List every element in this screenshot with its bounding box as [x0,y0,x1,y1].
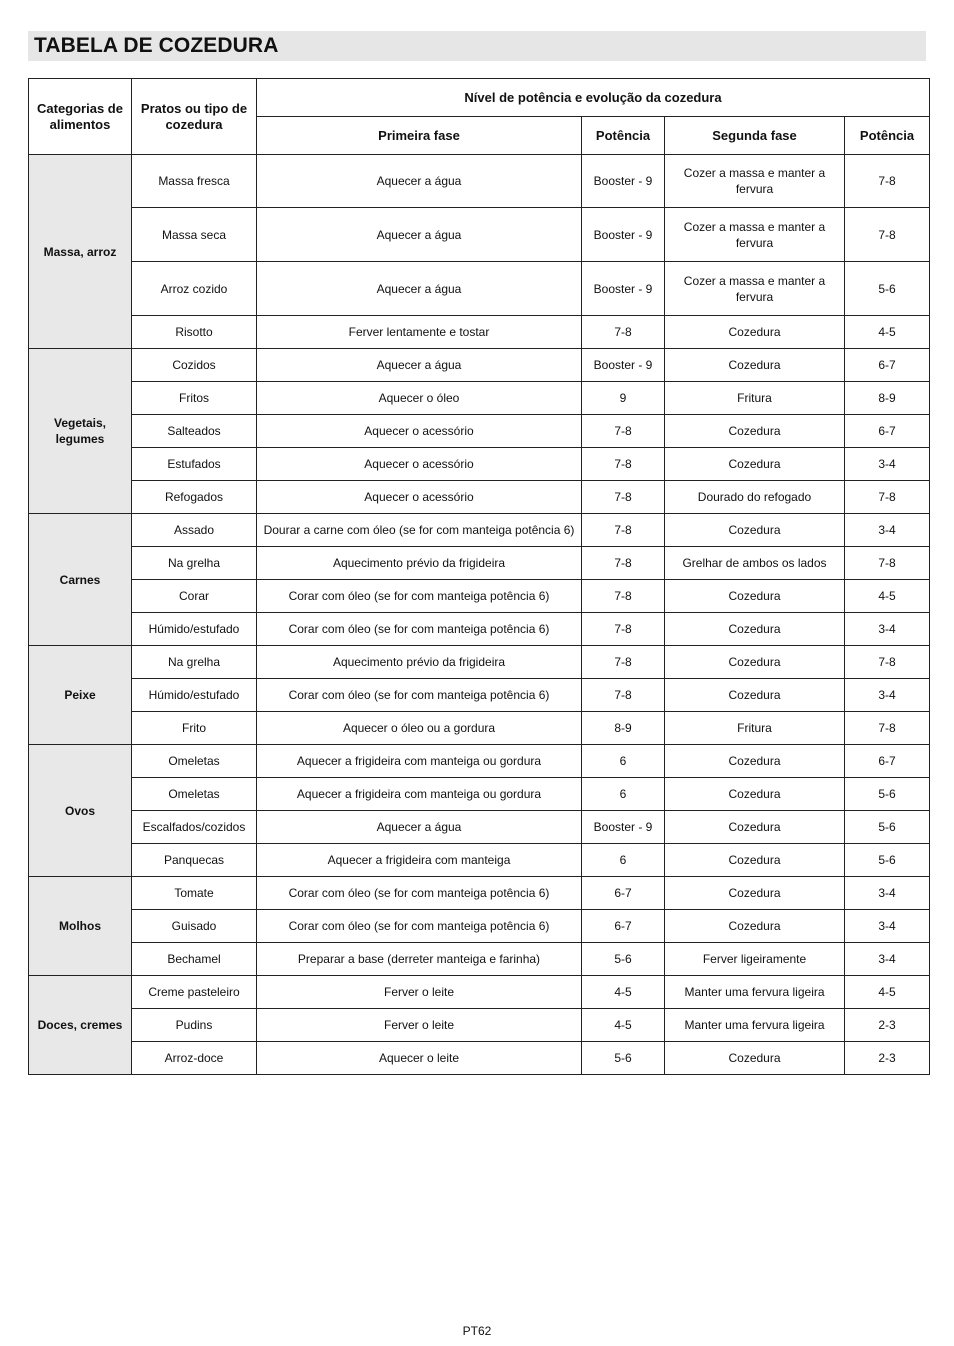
cell-power1: 7-8 [582,415,665,448]
table-row [29,415,930,448]
table-body [29,155,930,1075]
table-row [29,745,930,778]
cell-dish: Guisado [132,910,257,943]
cell-power1: 7-8 [582,481,665,514]
cell-phase2: Cozedura [665,580,845,613]
cell-phase2: Cozedura [665,415,845,448]
table-row [29,580,930,613]
table-row [29,1009,930,1042]
cell-power2: 6-7 [845,745,930,778]
cell-phase2: Cozedura [665,778,845,811]
cell-phase1: Aquecer a água [257,349,582,382]
table-row [29,316,930,349]
cell-power1: 7-8 [582,316,665,349]
cell-phase2: Cozedura [665,514,845,547]
cell-dish: Fritos [132,382,257,415]
table-row [29,712,930,745]
cell-power1: Booster - 9 [582,262,665,316]
cell-dish: Tomate [132,877,257,910]
header-category: Categorias de alimentos [29,79,132,155]
cell-power1: 7-8 [582,679,665,712]
cell-phase1: Aquecer o acessório [257,415,582,448]
table-row [29,208,930,262]
cell-power1: 5-6 [582,1042,665,1075]
cell-phase1: Aquecimento prévio da frigideira [257,646,582,679]
cell-power2: 6-7 [845,415,930,448]
cell-phase1: Aquecer a frigideira com manteiga ou gordura [257,778,582,811]
cell-power2: 7-8 [845,481,930,514]
cell-dish: Omeletas [132,778,257,811]
cell-phase2: Manter uma fervura ligeira [665,976,845,1009]
cell-phase2: Cozedura [665,745,845,778]
cell-phase2: Fritura [665,712,845,745]
cell-phase2: Dourado do refogado [665,481,845,514]
cell-phase1: Aquecer o acessório [257,481,582,514]
cell-power2: 3-4 [845,514,930,547]
cell-dish: Húmido/estufado [132,679,257,712]
cell-dish: Assado [132,514,257,547]
cell-power1: 7-8 [582,547,665,580]
cell-phase1: Aquecer a água [257,262,582,316]
cell-power2: 3-4 [845,613,930,646]
cell-power1: 7-8 [582,580,665,613]
cell-power2: 8-9 [845,382,930,415]
table-row [29,155,930,208]
cell-phase1: Ferver o leite [257,1009,582,1042]
cell-dish: Omeletas [132,745,257,778]
cell-phase2: Cozer a massa e manter a fervura [665,262,845,316]
table-row [29,943,930,976]
cell-power2: 4-5 [845,976,930,1009]
cell-phase1: Dourar a carne com óleo (se for com manteiga potência 6) [257,514,582,547]
cell-phase2: Cozedura [665,646,845,679]
cell-power2: 7-8 [845,208,930,262]
cell-power2: 5-6 [845,778,930,811]
cell-phase2: Cozer a massa e manter a fervura [665,155,845,208]
cell-power2: 4-5 [845,316,930,349]
cell-phase1: Aquecer o óleo ou a gordura [257,712,582,745]
cell-power1: 9 [582,382,665,415]
cell-power1: 7-8 [582,514,665,547]
cell-dish: Salteados [132,415,257,448]
cell-power2: 3-4 [845,448,930,481]
cell-phase1: Aquecer a água [257,155,582,208]
category-cell: Carnes [29,514,132,646]
cell-power2: 7-8 [845,712,930,745]
header-phase1: Primeira fase [257,117,582,155]
table-row [29,349,930,382]
cell-power2: 2-3 [845,1009,930,1042]
cell-phase1: Ferver o leite [257,976,582,1009]
table-row [29,910,930,943]
cell-phase2: Cozedura [665,910,845,943]
cell-phase1: Aquecer a água [257,208,582,262]
cell-phase2: Cozedura [665,1042,845,1075]
cell-power1: 5-6 [582,943,665,976]
title-bar [28,31,926,61]
table-row [29,613,930,646]
cell-power2: 2-3 [845,1042,930,1075]
cell-dish: Panquecas [132,844,257,877]
table-row [29,679,930,712]
cell-power1: 6-7 [582,877,665,910]
cell-phase1: Corar com óleo (se for com manteiga potência 6) [257,679,582,712]
table-row [29,646,930,679]
header-power2: Potência [845,117,930,155]
cell-dish: Arroz-doce [132,1042,257,1075]
cell-phase2: Cozedura [665,877,845,910]
cell-power2: 6-7 [845,349,930,382]
cell-dish: Risotto [132,316,257,349]
category-cell: Vegetais, legumes [29,349,132,514]
category-cell: Ovos [29,745,132,877]
cell-phase1: Aquecer a água [257,811,582,844]
table-row [29,778,930,811]
cell-power1: 6 [582,844,665,877]
cell-dish: Massa fresca [132,155,257,208]
cell-power2: 3-4 [845,943,930,976]
cell-dish: Na grelha [132,646,257,679]
cell-phase2: Cozedura [665,613,845,646]
cell-dish: Na grelha [132,547,257,580]
cell-phase1: Aquecer o leite [257,1042,582,1075]
table-row [29,514,930,547]
cell-power2: 4-5 [845,580,930,613]
table-row [29,262,930,316]
header-dish: Pratos ou tipo de cozedura [132,79,257,155]
cell-dish: Corar [132,580,257,613]
cell-power1: 4-5 [582,976,665,1009]
cell-phase2: Fritura [665,382,845,415]
category-cell: Peixe [29,646,132,745]
table-row [29,1042,930,1075]
table-row [29,481,930,514]
cell-power1: Booster - 9 [582,349,665,382]
cell-power1: Booster - 9 [582,155,665,208]
cell-power1: 7-8 [582,613,665,646]
cell-dish: Pudins [132,1009,257,1042]
table-row [29,448,930,481]
table-row [29,877,930,910]
table-row [29,382,930,415]
cell-phase1: Aquecer a frigideira com manteiga [257,844,582,877]
cell-phase2: Cozedura [665,316,845,349]
header-phase2: Segunda fase [665,117,845,155]
cell-power1: 7-8 [582,448,665,481]
cell-phase1: Ferver lentamente e tostar [257,316,582,349]
cell-phase2: Ferver ligeiramente [665,943,845,976]
cell-dish: Estufados [132,448,257,481]
table-row [29,976,930,1009]
cell-power2: 5-6 [845,844,930,877]
cell-dish: Arroz cozido [132,262,257,316]
cell-power1: Booster - 9 [582,208,665,262]
cell-phase2: Cozedura [665,349,845,382]
category-cell: Molhos [29,877,132,976]
cell-power2: 5-6 [845,262,930,316]
cell-phase1: Corar com óleo (se for com manteiga potência 6) [257,613,582,646]
cooking-table [28,78,930,1075]
cell-dish: Frito [132,712,257,745]
cell-power2: 3-4 [845,910,930,943]
cell-dish: Massa seca [132,208,257,262]
cell-dish: Húmido/estufado [132,613,257,646]
cell-power1: Booster - 9 [582,811,665,844]
cell-power2: 7-8 [845,155,930,208]
cell-power2: 5-6 [845,811,930,844]
cell-phase2: Cozedura [665,811,845,844]
page-title: TABELA DE COZEDURA [34,34,279,57]
cell-phase2: Manter uma fervura ligeira [665,1009,845,1042]
cell-power1: 4-5 [582,1009,665,1042]
table-row [29,547,930,580]
header-power-level: Nível de potência e evolução da cozedura [257,79,930,117]
cell-dish: Cozidos [132,349,257,382]
table-row [29,844,930,877]
cell-phase1: Corar com óleo (se for com manteiga potência 6) [257,910,582,943]
cell-power1: 8-9 [582,712,665,745]
cell-dish: Escalfados/cozidos [132,811,257,844]
category-cell: Doces, cremes [29,976,132,1075]
cell-phase2: Cozedura [665,679,845,712]
page-number: PT62 [462,1324,492,1338]
category-cell: Massa, arroz [29,155,132,349]
header-power1: Potência [582,117,665,155]
cell-dish: Refogados [132,481,257,514]
cell-phase1: Aquecer o óleo [257,382,582,415]
cell-power2: 3-4 [845,877,930,910]
cell-phase2: Cozedura [665,844,845,877]
table-row [29,811,930,844]
cell-power2: 3-4 [845,679,930,712]
cell-power2: 7-8 [845,547,930,580]
cell-power2: 7-8 [845,646,930,679]
cell-dish: Bechamel [132,943,257,976]
cell-phase1: Corar com óleo (se for com manteiga potência 6) [257,877,582,910]
cell-phase1: Aquecer o acessório [257,448,582,481]
cell-phase2: Grelhar de ambos os lados [665,547,845,580]
cell-power1: 7-8 [582,646,665,679]
cell-phase2: Cozedura [665,448,845,481]
cell-dish: Creme pasteleiro [132,976,257,1009]
cell-phase1: Aquecer a frigideira com manteiga ou gordura [257,745,582,778]
cell-power1: 6 [582,778,665,811]
cell-power1: 6-7 [582,910,665,943]
cell-power1: 6 [582,745,665,778]
cell-phase1: Preparar a base (derreter manteiga e farinha) [257,943,582,976]
cell-phase1: Aquecimento prévio da frigideira [257,547,582,580]
cell-phase1: Corar com óleo (se for com manteiga potência 6) [257,580,582,613]
cell-phase2: Cozer a massa e manter a fervura [665,208,845,262]
